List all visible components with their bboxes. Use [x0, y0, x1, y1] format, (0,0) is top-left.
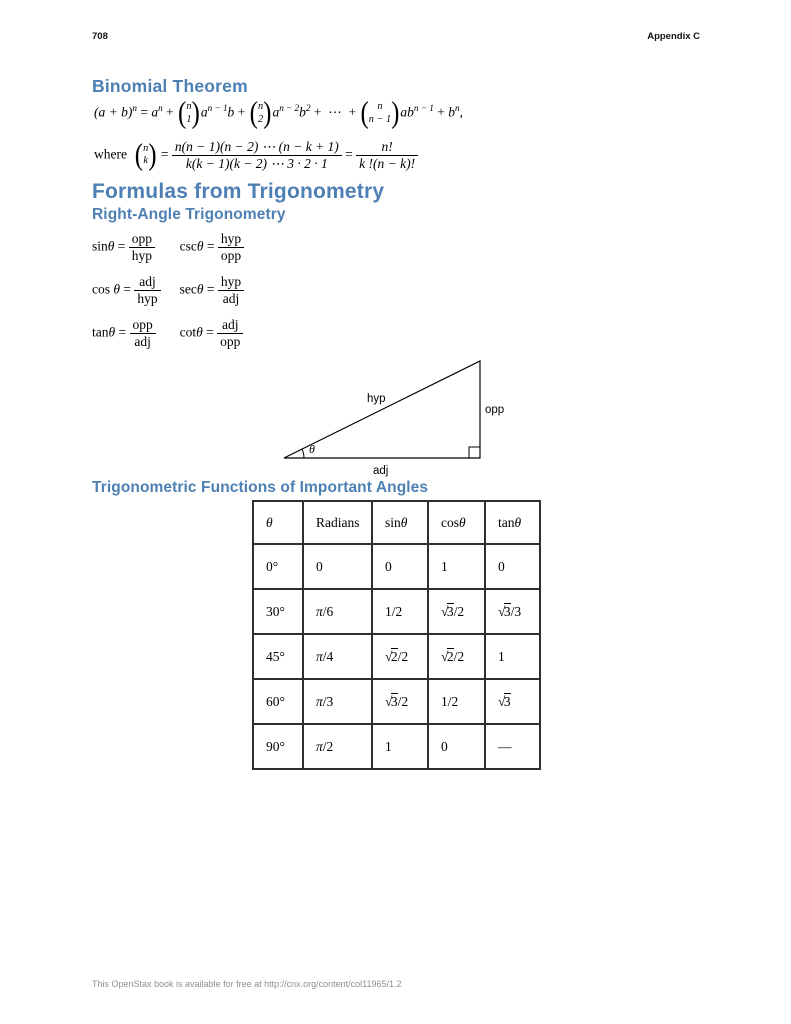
formula-csc: cscθ = $\frac{\text{hyp}}{\text{opp}}$: [180, 231, 245, 264]
table-cell: √3/2: [372, 679, 428, 724]
heading-right-angle-trigonometry: Right-Angle Trigonometry: [92, 206, 286, 223]
table-row: [253, 589, 540, 634]
formula-binomial-where: where ( n k ) = $\frac{n(n - 1)(n - 2) \cdots (n - k + 1)}{k(k - 1)(k - 2) \cdots 3 \cdot 2 \cdot 1}$ = $\frac{n!}{k !(n - k)!}$: [94, 139, 418, 172]
table-cell: —: [485, 724, 540, 769]
page-header: [92, 31, 700, 42]
table-cell: π/2: [303, 724, 372, 769]
table-cell: 30°: [253, 589, 303, 634]
right-triangle-figure: [278, 356, 510, 480]
heading-important-angles: Trigonometric Functions of Important Angles: [92, 479, 429, 496]
table-row: [253, 544, 540, 589]
table-cell: √3/3: [485, 589, 540, 634]
table-cell: π/3: [303, 679, 372, 724]
table-cell: √3: [485, 679, 540, 724]
table-cell: 1/2: [428, 679, 485, 724]
heading-formulas-trigonometry: Formulas from Trigonometry: [92, 180, 385, 203]
trig-definitions: [92, 231, 244, 350]
table-cell: 1: [485, 634, 540, 679]
table-cell: 1: [428, 544, 485, 589]
table-cell: π/4: [303, 634, 372, 679]
table-cell: 0°: [253, 544, 303, 589]
table-cell: 90°: [253, 724, 303, 769]
table-row: [253, 724, 540, 769]
table-cell: 60°: [253, 679, 303, 724]
trig-table-head: [253, 501, 540, 544]
table-header-cell: sinθ: [372, 501, 428, 544]
formula-cos: cos θ = $\frac{\text{adj}}{\text{hyp}}$: [92, 274, 161, 307]
table-header-cell: cosθ: [428, 501, 485, 544]
table-row: [253, 634, 540, 679]
label-opp: opp: [485, 404, 505, 416]
trig-table: [252, 500, 541, 770]
table-cell: √2/2: [428, 634, 485, 679]
table-row: [253, 679, 540, 724]
formula-tan: tanθ = $\frac{\text{opp}}{\text{adj}}$: [92, 317, 161, 350]
right-angle-marker: [469, 447, 480, 458]
table-header-row: [253, 501, 540, 544]
table-cell: √3/2: [428, 589, 485, 634]
table-header-cell: θ: [253, 501, 303, 544]
appendix-label: Appendix C: [647, 31, 700, 42]
table-cell: 0: [428, 724, 485, 769]
table-cell: 1/2: [372, 589, 428, 634]
label-hyp: hyp: [367, 393, 386, 405]
formula-cot: cotθ = $\frac{\text{adj}}{\text{opp}}$: [180, 317, 245, 350]
table-cell: √2/2: [372, 634, 428, 679]
angle-arc: [302, 449, 304, 458]
table-cell: 1: [372, 724, 428, 769]
table-header-cell: tanθ: [485, 501, 540, 544]
table-cell: 45°: [253, 634, 303, 679]
table-cell: 0: [372, 544, 428, 589]
page-footer-note: This OpenStax book is available for free at http://cnx.org/content/col11965/1.2: [92, 979, 402, 989]
heading-binomial-theorem: Binomial Theorem: [92, 76, 248, 96]
label-theta: θ: [309, 442, 315, 456]
formula-sec: secθ = $\frac{\text{hyp}}{\text{adj}}$: [180, 274, 245, 307]
table-header-cell: Radians: [303, 501, 372, 544]
formula-sin: sinθ = $\frac{\text{opp}}{\text{hyp}}$: [92, 231, 161, 264]
page-number: 708: [92, 31, 108, 42]
table-cell: π/6: [303, 589, 372, 634]
trig-table-body: [253, 544, 540, 769]
label-adj: adj: [373, 465, 389, 477]
table-cell: 0: [303, 544, 372, 589]
table-cell: 0: [485, 544, 540, 589]
formula-binomial-expansion: $(a + b)^n = a^n$ + ( n 1 ) $a^{n - 1}b$ + ( n 2 ) $a^{n - 2}b^2$ + ⋯ + ( n n − 1 ) $ab^{n - 1} + b^n$,: [94, 96, 463, 130]
